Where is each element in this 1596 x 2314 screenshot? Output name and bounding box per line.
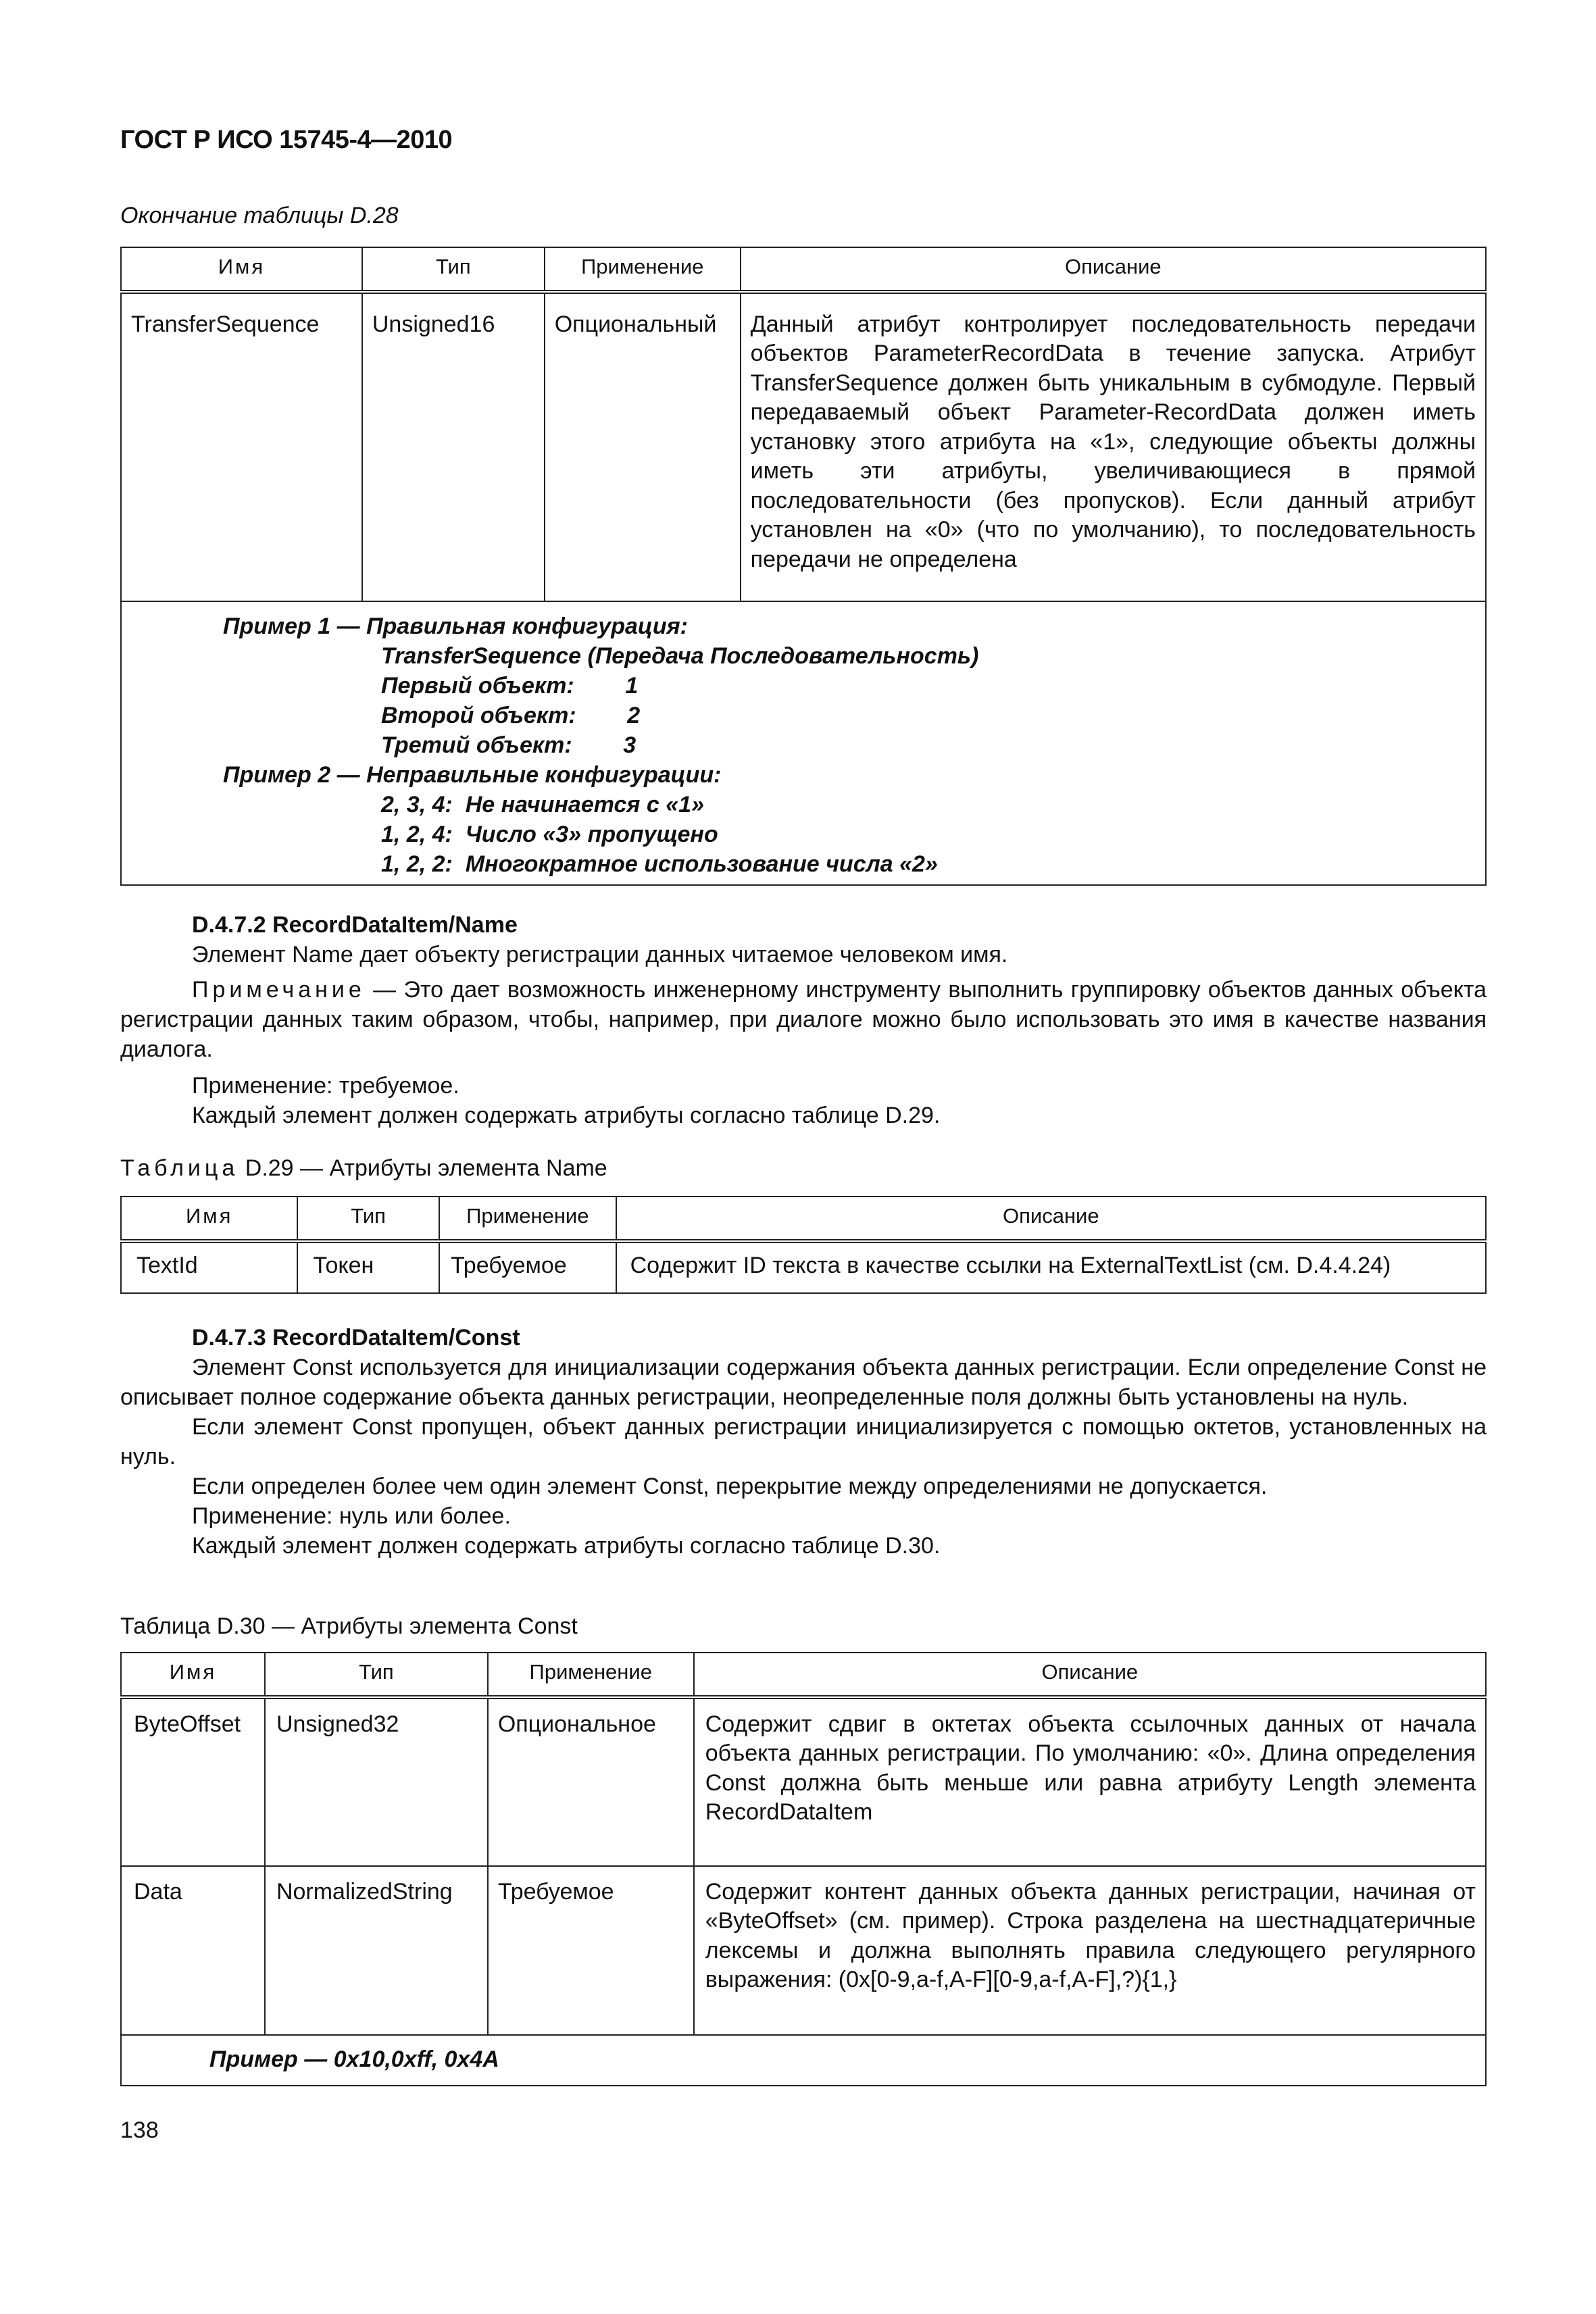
table29-header-name: Имя	[121, 1197, 297, 1241]
cell-name: ByteOffset	[121, 1697, 265, 1866]
table-d30	[120, 1652, 1487, 2086]
note-label: Примечание	[192, 977, 366, 1003]
section-title: D.4.7.2 RecordDataItem/Name	[192, 912, 518, 938]
table30-header-type: Тип	[265, 1653, 488, 1697]
cell-name: TextId	[121, 1241, 297, 1294]
section-const	[120, 1323, 1487, 1561]
table-row	[121, 1241, 1486, 1294]
standard-code: ГОСТ Р ИСО 15745-4—2010	[120, 126, 453, 154]
example1-line: Первый объект: 1	[381, 672, 639, 699]
table28-header-usage: Применение	[545, 247, 741, 292]
cell-type: NormalizedString	[265, 1866, 488, 2035]
table29-caption-text: D.29 — Атрибуты элемента Name	[239, 1155, 607, 1181]
table28-example-row	[121, 601, 1486, 885]
cell-type: Unsigned32	[265, 1697, 488, 1866]
cell-description: Содержит ID текста в качестве ссылки на ExternalTextList (см. D.4.4.24)	[616, 1241, 1486, 1294]
cell-usage: Требуемое	[488, 1866, 694, 2035]
table29-caption	[120, 1155, 607, 1182]
table28-examples	[121, 601, 1486, 885]
table30-caption: Таблица D.30 — Атрибуты элемента Const	[120, 1613, 578, 1639]
page-number: 138	[120, 2117, 159, 2143]
paragraph: Применение: нуль или более.	[192, 1503, 511, 1529]
table30-header-row	[121, 1653, 1486, 1697]
table-row	[121, 1697, 1486, 1866]
paragraph: Если определен более чем один элемент Const, перекрытие между определениями не допускается.	[192, 1474, 1268, 1499]
table-row	[121, 292, 1486, 601]
table28-caption: Окончание таблицы D.28	[120, 203, 399, 228]
table-d28	[120, 247, 1487, 886]
example2-line: 1, 2, 4: Число «3» пропущено	[381, 821, 718, 847]
cell-description: Содержит контент данных объекта данных регистрации, начиная от «ByteOffset» (см. пример). Строка разделена на шестнадцатеричные лексемы и должна выполнять правила следующего регулярного выражения: (0x[0-9,a-f,A-F][0-9,a-f,A-F],?){1,}	[694, 1866, 1486, 2035]
cell-usage: Опциональный	[545, 292, 741, 601]
table28-header-type: Тип	[362, 247, 545, 292]
table28-header-name: Имя	[121, 247, 362, 292]
cell-usage: Требуемое	[439, 1241, 616, 1294]
table30-example: Пример — 0x10,0xff, 0x4A	[121, 2035, 1486, 2086]
section-name	[120, 910, 1487, 1130]
example2-title: Пример 2 — Неправильные конфигурации:	[223, 761, 722, 788]
cell-name: Data	[121, 1866, 265, 2035]
table30-example-row	[121, 2035, 1486, 2086]
table28-header-row	[121, 247, 1486, 292]
example1-line: TransferSequence (Передача Последовательность)	[381, 643, 979, 669]
table30-header-name: Имя	[121, 1653, 265, 1697]
paragraph: Каждый элемент должен содержать атрибуты согласно таблице D.29.	[192, 1103, 941, 1128]
table-d29	[120, 1196, 1487, 1294]
cell-type: Токен	[297, 1241, 439, 1294]
example1-line: Второй объект: 2	[381, 702, 641, 728]
note-paragraph	[120, 975, 1487, 1064]
table29-caption-label: Таблица	[120, 1155, 239, 1181]
table29-header-usage: Применение	[439, 1197, 616, 1241]
note-text: — Это дает возможность инженерному инструменту выполнить группировку объектов данных объекта регистрации данных таким образом, чтобы, например, при диалоге можно было использовать это имя в качестве названия диалога.	[120, 977, 1487, 1062]
paragraph: Применение: требуемое.	[192, 1073, 459, 1099]
table28-header-description: Описание	[741, 247, 1486, 292]
table30-header-usage: Применение	[488, 1653, 694, 1697]
example2-line: 1, 2, 2: Многократное использование числа «2»	[381, 851, 938, 877]
table29-header-type: Тип	[297, 1197, 439, 1241]
cell-name: TransferSequence	[121, 292, 362, 601]
example1-title: Пример 1 — Правильная конфигурация:	[223, 613, 688, 639]
cell-description: Содержит сдвиг в октетах объекта ссылочных данных от начала объекта данных регистрации. По умолчанию: «0». Длина определения Const должна быть меньше или равна атрибуту Length элемента RecordDataItem	[694, 1697, 1486, 1866]
paragraph: Элемент Name дает объекту регистрации данных читаемое человеком имя.	[192, 942, 1008, 967]
paragraph: Каждый элемент должен содержать атрибуты согласно таблице D.30.	[192, 1533, 941, 1559]
paragraph: Если элемент Const пропущен, объект данных регистрации инициализируется с помощью октетов, установленных на нуль.	[120, 1414, 1487, 1469]
section-title: D.4.7.3 RecordDataItem/Const	[192, 1325, 520, 1351]
example1-line: Третий объект: 3	[381, 732, 637, 758]
cell-usage: Опциональное	[488, 1697, 694, 1866]
cell-type: Unsigned16	[362, 292, 545, 601]
table29-header-row	[121, 1197, 1486, 1241]
paragraph: Элемент Const используется для инициализации содержания объекта данных регистрации. Если определение Const не описывает полное содержание объекта данных регистрации, неопределенные поля должны быть установлены на нуль.	[120, 1355, 1487, 1410]
table-row	[121, 1866, 1486, 2035]
example2-line: 2, 3, 4: Не начинается с «1»	[381, 791, 704, 818]
table29-header-description: Описание	[616, 1197, 1486, 1241]
cell-description: Данный атрибут контролирует последовательность передачи объектов ParameterRecordData в течение запуска. Атрибут TransferSequence должен быть уникальным в субмодуле. Первый передаваемый объект Parameter-RecordData должен иметь установку этого атрибута на «1», следующие объекты должны иметь эти атрибуты, увеличивающиеся в прямой последовательности (без пропусков). Если данный атрибут установлен на «0» (что по умолчанию), то последовательность передачи не определена	[741, 292, 1486, 601]
table30-header-description: Описание	[694, 1653, 1486, 1697]
